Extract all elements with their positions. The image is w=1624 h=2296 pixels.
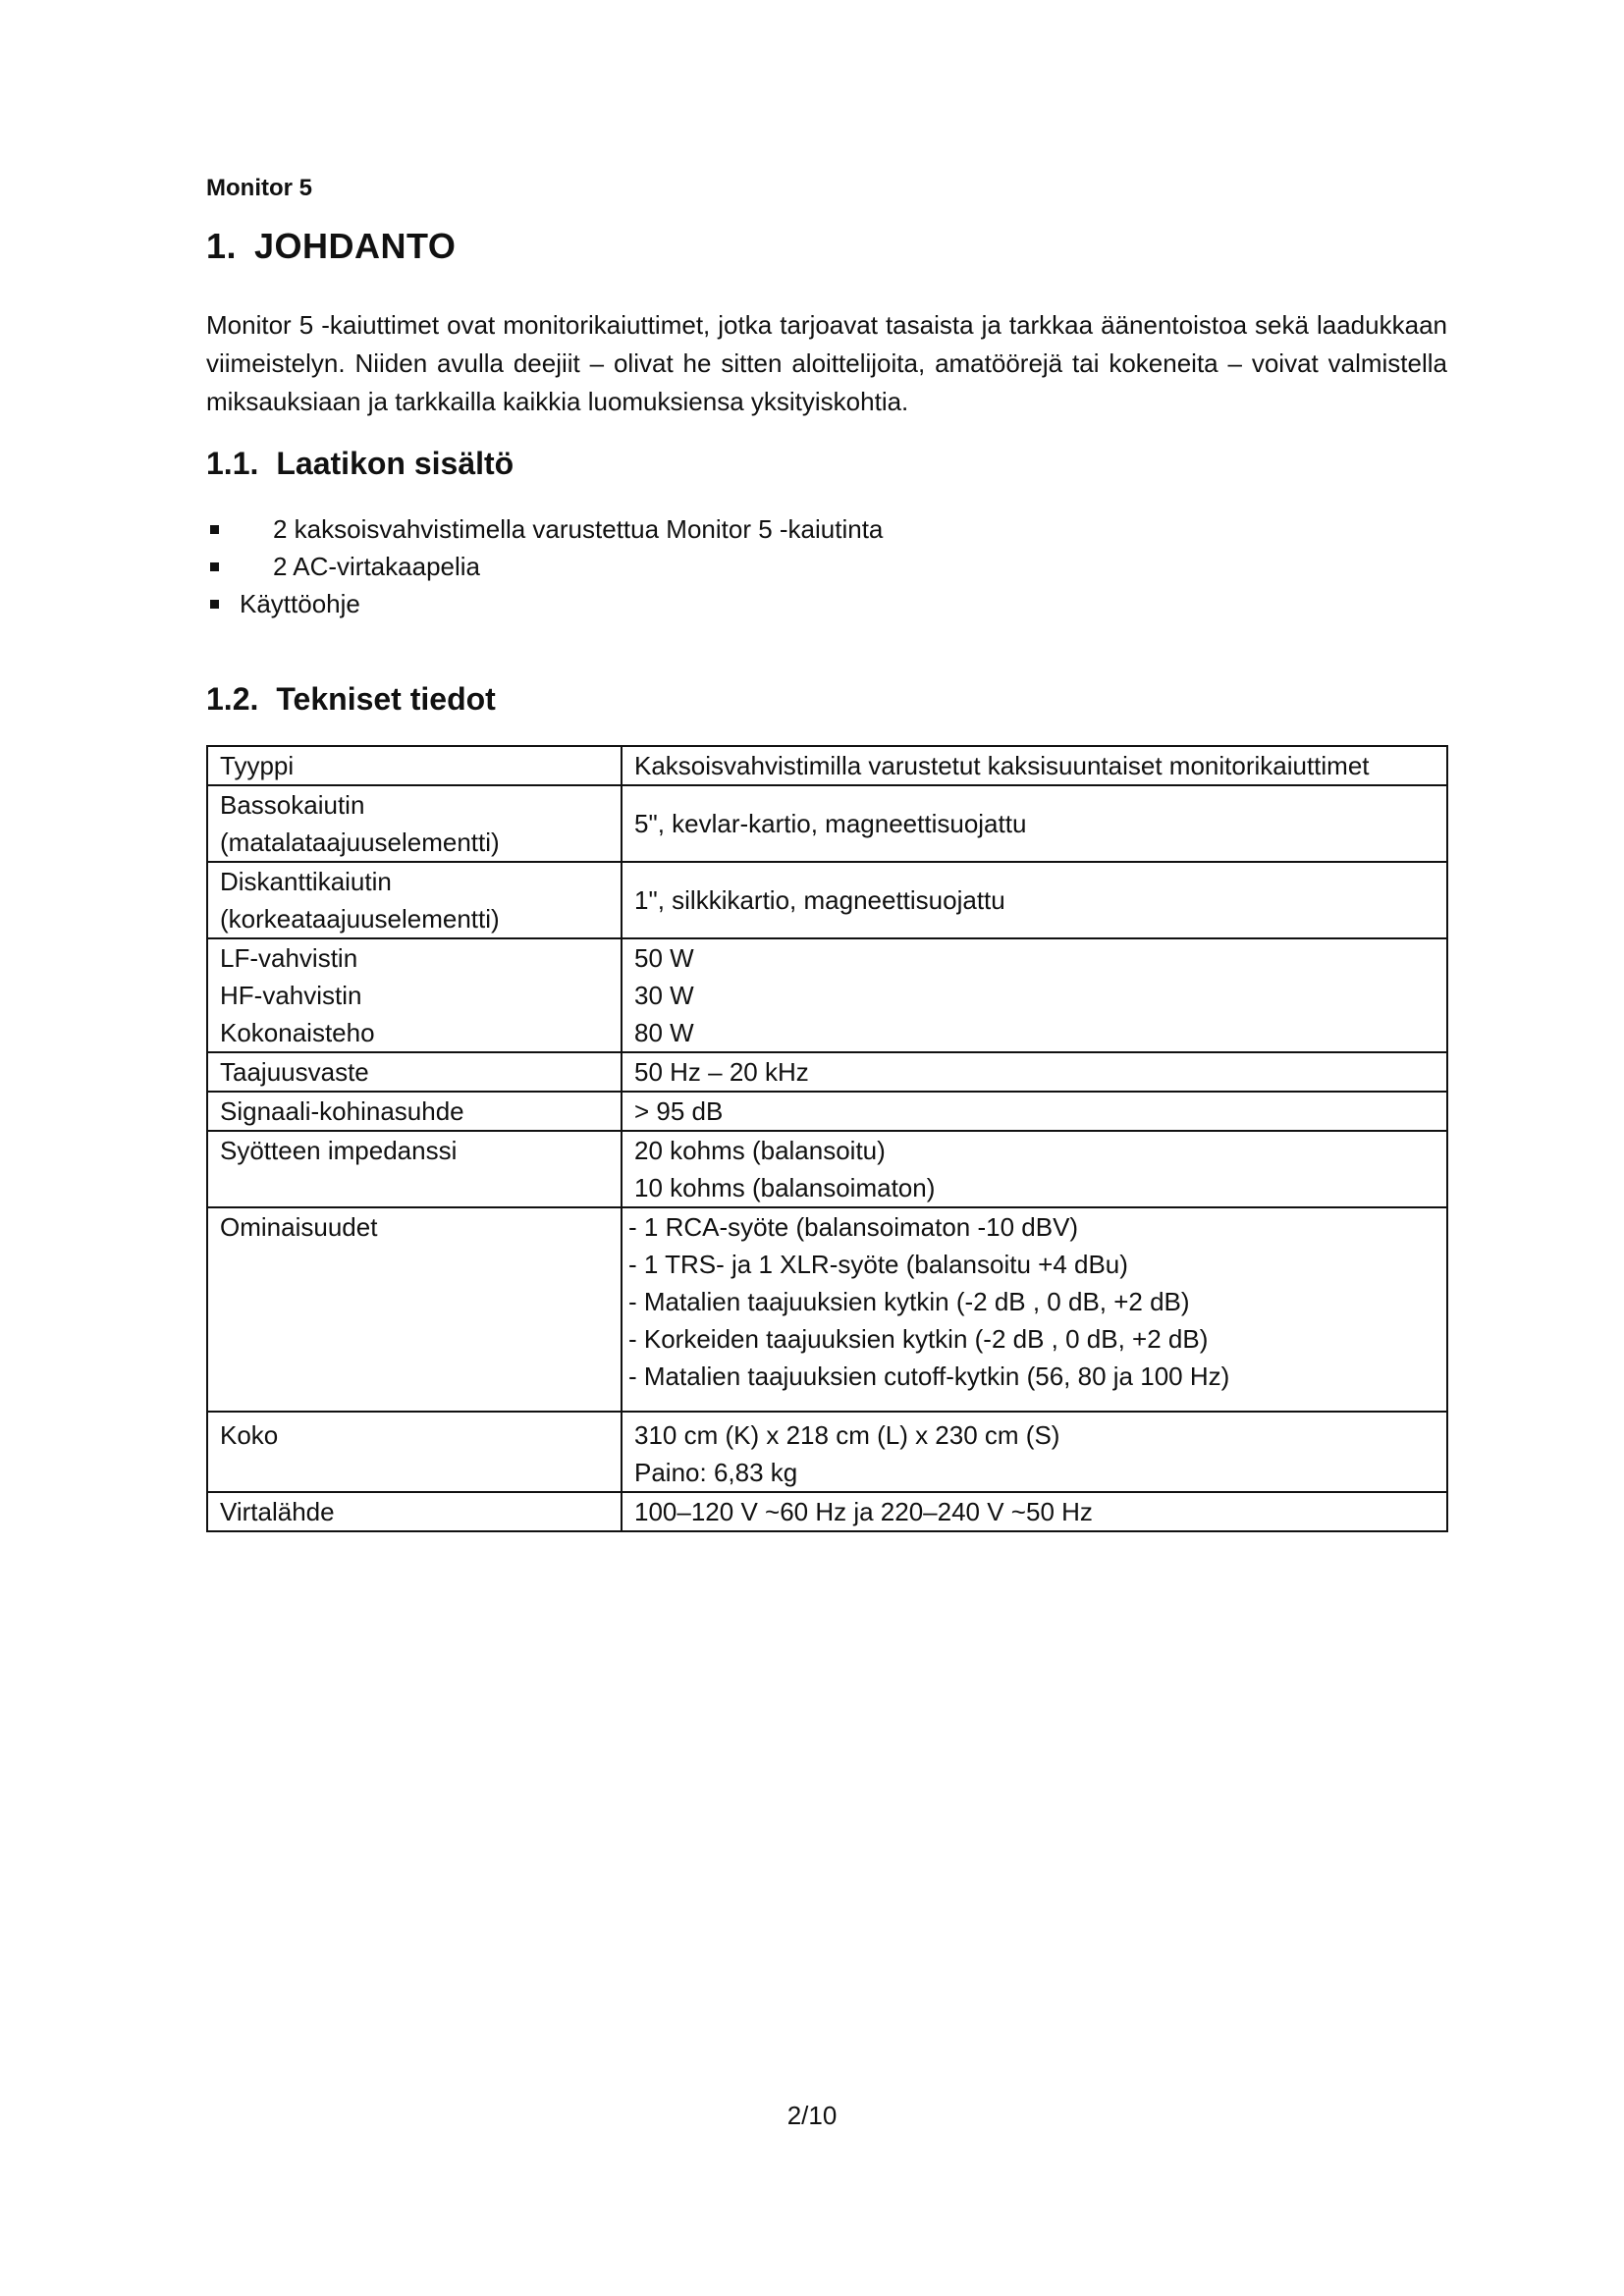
running-header: Monitor 5	[206, 175, 312, 201]
spec-label: Koko	[220, 1420, 279, 1450]
spec-value: - Korkeiden taajuuksien kytkin (-2 dB , 0 dB, +2 dB)	[628, 1324, 1209, 1354]
spec-value-cell	[622, 1492, 1447, 1531]
spec-label-cell	[207, 1092, 622, 1131]
table-row	[207, 862, 1447, 938]
spec-value-cell	[622, 1052, 1447, 1092]
spec-label: Syötteen impedanssi	[220, 1136, 458, 1165]
spec-label-cell	[207, 1052, 622, 1092]
subsection-title: Laatikon sisältö	[276, 446, 514, 481]
list-item-text: 2 kaksoisvahvistimella varustettua Monitor 5 -kaiutinta	[273, 514, 884, 544]
spec-value-cell	[622, 1207, 1447, 1412]
spec-value-cell	[622, 862, 1447, 938]
spec-value-cell	[622, 746, 1447, 785]
spec-label: (matalataajuuselementti)	[220, 828, 500, 857]
spec-value: - Matalien taajuuksien cutoff-kytkin (56, 80 ja 100 Hz)	[628, 1362, 1230, 1391]
spec-table	[206, 745, 1448, 1532]
list-item-text: Käyttöohje	[240, 589, 360, 618]
spec-value: 50 W	[634, 943, 694, 973]
spec-label: HF-vahvistin	[220, 981, 362, 1010]
spec-value: 310 cm (K) x 218 cm (L) x 230 cm (S)	[634, 1420, 1060, 1450]
table-row	[207, 1207, 1447, 1412]
spec-value: 30 W	[634, 981, 694, 1010]
spec-value-cell	[622, 1412, 1447, 1492]
spec-value: 100–120 V ~60 Hz ja 220–240 V ~50 Hz	[634, 1497, 1093, 1526]
table-row	[207, 746, 1447, 785]
spec-label-cell	[207, 785, 622, 862]
bullet-icon	[210, 525, 219, 534]
spec-value-cell	[622, 785, 1447, 862]
spec-value: Kaksoisvahvistimilla varustetut kaksisuuntaiset monitorikaiuttimet	[634, 751, 1370, 780]
table-row	[207, 1131, 1447, 1207]
spec-value-cell	[622, 1092, 1447, 1131]
spec-label: (korkeataajuuselementti)	[220, 904, 500, 934]
spec-value: > 95 dB	[634, 1096, 724, 1126]
subsection-heading-contents	[206, 446, 514, 482]
spec-value: - 1 RCA-syöte (balansoimaton -10 dBV)	[628, 1212, 1079, 1242]
spec-label: Diskanttikaiutin	[220, 867, 392, 896]
spec-value: 20 kohms (balansoitu)	[634, 1136, 886, 1165]
spec-label-cell	[207, 1492, 622, 1531]
table-row	[207, 938, 1447, 1052]
spec-label-cell	[207, 746, 622, 785]
spec-value: - Matalien taajuuksien kytkin (-2 dB , 0 dB, +2 dB)	[628, 1287, 1190, 1316]
bullet-icon	[210, 600, 219, 609]
spec-value: 50 Hz – 20 kHz	[634, 1057, 809, 1087]
subsection-number: 1.2.	[206, 681, 259, 717]
table-row	[207, 1492, 1447, 1531]
page-number: 2/10	[786, 2101, 838, 2130]
spec-label-cell	[207, 1207, 622, 1412]
subsection-heading-specs	[206, 681, 496, 718]
table-row	[207, 1412, 1447, 1492]
intro-paragraph: Monitor 5 -kaiuttimet ovat monitorikaiuttimet, jotka tarjoavat tasaista ja tarkkaa äänentoistoa sekä laadukkaan viimeistelyn. Niiden avulla deejiit – olivat he sitten aloittelijoita, amatöörejä tai kokeneita – voivat valmistella miksauksiaan ja tarkkailla kaikkia luomuksiensa yksityiskohtia.	[206, 310, 1447, 416]
spec-label-cell	[207, 1131, 622, 1207]
section-title: JOHDANTO	[254, 226, 457, 266]
spec-value: 5", kevlar-kartio, magneettisuojattu	[634, 809, 1027, 838]
spec-value: Paino: 6,83 kg	[634, 1458, 798, 1487]
spec-value: 10 kohms (balansoimaton)	[634, 1173, 936, 1202]
spec-label-cell	[207, 862, 622, 938]
spec-value: 80 W	[634, 1018, 694, 1047]
spec-label: Taajuusvaste	[220, 1057, 369, 1087]
table-row	[207, 785, 1447, 862]
spec-label: Kokonaisteho	[220, 1018, 375, 1047]
spec-label: Signaali-kohinasuhde	[220, 1096, 464, 1126]
subsection-title: Tekniset tiedot	[276, 681, 496, 717]
bullet-icon	[210, 562, 219, 571]
spec-label: Ominaisuudet	[220, 1212, 378, 1242]
spec-value: 1", silkkikartio, magneettisuojattu	[634, 885, 1005, 915]
spec-label: Bassokaiutin	[220, 790, 365, 820]
spec-value: - 1 TRS- ja 1 XLR-syöte (balansoitu +4 dBu)	[628, 1250, 1128, 1279]
spec-label-cell	[207, 1412, 622, 1492]
table-row	[207, 1092, 1447, 1131]
spec-value-cell	[622, 1131, 1447, 1207]
section-heading-johdanto	[206, 226, 456, 267]
subsection-number: 1.1.	[206, 446, 259, 481]
list-item-text: 2 AC-virtakaapelia	[273, 552, 480, 581]
section-number: 1.	[206, 226, 238, 266]
spec-label: LF-vahvistin	[220, 943, 358, 973]
table-row	[207, 1052, 1447, 1092]
spec-value-cell	[622, 938, 1447, 1052]
spec-label: Virtalähde	[220, 1497, 335, 1526]
spec-label: Tyyppi	[220, 751, 295, 780]
spec-label-cell	[207, 938, 622, 1052]
